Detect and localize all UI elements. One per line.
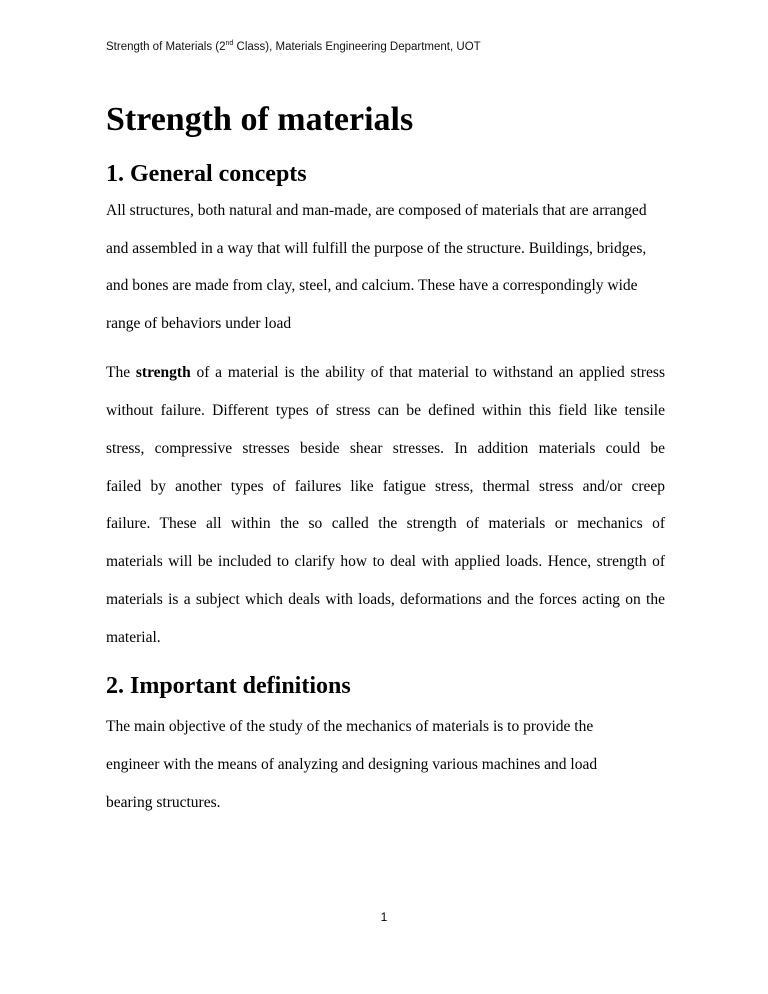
paragraph-line: failed by another types of failures like fatigue stress, thermal stress and/or creep xyxy=(106,478,665,495)
header-superscript: nd xyxy=(225,40,234,47)
text: of a material is the ability of that material to withstand an applied stress xyxy=(190,364,665,381)
paragraph-line: range of behaviors under load xyxy=(106,315,292,332)
running-header xyxy=(106,40,481,53)
section-heading-general-concepts: 1. General concepts xyxy=(106,161,307,187)
paragraph-line: The main objective of the study of the mechanics of materials is to provide the xyxy=(106,718,594,735)
header-text-end: Class), Materials Engineering Department, UOT xyxy=(233,40,481,53)
paragraph-line xyxy=(106,363,665,383)
header-text: Strength of Materials (2 xyxy=(106,40,226,53)
paragraph-line: materials will be included to clarify how to deal with applied loads. Hence, strength of xyxy=(106,553,665,570)
bold-term-strength: strength xyxy=(135,364,191,381)
paragraph-line: without failure. Different types of stress can be defined within this field like tensile xyxy=(106,402,665,419)
document-title: Strength of materials xyxy=(106,101,414,138)
paragraph-line: material. xyxy=(106,629,161,646)
paragraph-line: materials is a subject which deals with loads, deformations and the forces acting on the xyxy=(106,591,665,608)
paragraph-line: stress, compressive stresses beside shear stresses. In addition materials could be xyxy=(106,440,665,457)
paragraph-line: failure. These all within the so called the strength of materials or mechanics of xyxy=(106,515,665,532)
page-number: 1 xyxy=(380,910,388,924)
paragraph-line: All structures, both natural and man-made, are composed of materials that are arranged xyxy=(106,202,647,219)
section-heading-important-definitions: 2. Important definitions xyxy=(106,673,351,699)
text: The xyxy=(106,364,136,381)
paragraph-line: and assembled in a way that will fulfill the purpose of the structure. Buildings, bridges, xyxy=(106,240,647,257)
paragraph-line: and bones are made from clay, steel, and calcium. These have a correspondingly wide xyxy=(106,277,638,294)
paragraph-line: bearing structures. xyxy=(106,794,221,811)
paragraph-line: engineer with the means of analyzing and designing various machines and load xyxy=(106,756,598,773)
